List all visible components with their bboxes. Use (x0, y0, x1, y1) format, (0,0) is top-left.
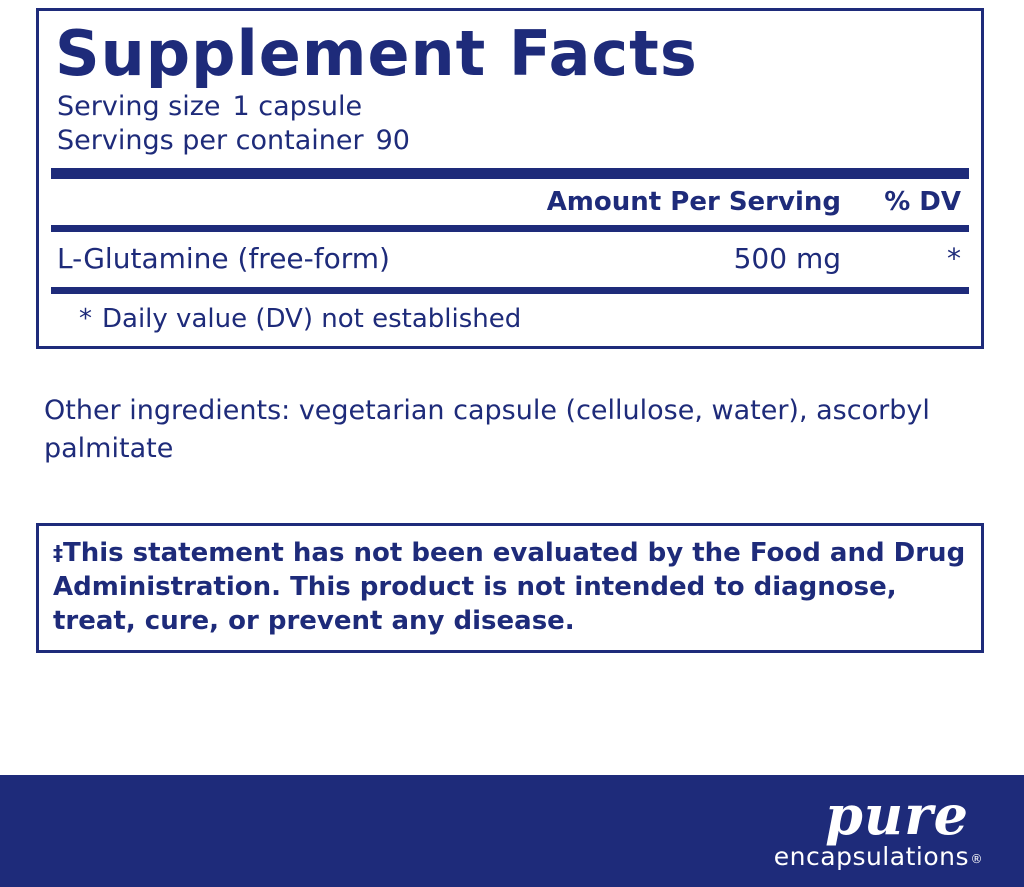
servings-per-container-value: 90 (375, 125, 410, 157)
brand-tagline-text: encapsulations (773, 842, 969, 871)
nutrient-dv: * (947, 242, 961, 276)
divider-medium (51, 225, 969, 232)
brand-name: pure (825, 783, 969, 847)
footnote-text: Daily value (DV) not established (102, 304, 522, 335)
nutrient-amount: 500 mg (733, 242, 841, 276)
supplement-facts-panel (36, 8, 984, 349)
serving-size-value: 1 capsule (232, 91, 363, 123)
brand-logo (773, 783, 983, 871)
footnote-symbol: * (79, 304, 92, 335)
table-header-row (49, 179, 971, 225)
divider-thick-top (51, 168, 969, 179)
brand-footer-bar (0, 775, 1024, 887)
disclaimer-text: This statement has not been evaluated by the Food and Drug Administration. This product is not intended to diagnose, treat, cure, or prevent any disease. (53, 538, 966, 636)
brand-tagline (773, 842, 983, 871)
amount-per-serving-header: Amount Per Serving (546, 187, 841, 218)
other-ingredients: Other ingredients: vegetarian capsule (cellulose, water), ascorbyl palmitate (44, 395, 930, 464)
table-row (49, 232, 971, 287)
servings-per-container-line (49, 124, 971, 158)
serving-size-label: Serving size (57, 91, 221, 123)
nutrient-name: L-Glutamine (free-form) (57, 242, 390, 276)
servings-per-container-label: Servings per container (57, 125, 364, 157)
registered-mark: ® (970, 852, 983, 866)
disclaimer-symbol: ‡ (53, 541, 63, 565)
footnote (49, 294, 971, 346)
dv-header: % DV (884, 187, 961, 218)
fda-disclaimer (36, 523, 984, 653)
page-title: Supplement Facts (55, 17, 698, 90)
divider-medium-bottom (51, 287, 969, 294)
serving-size-line (49, 90, 971, 124)
